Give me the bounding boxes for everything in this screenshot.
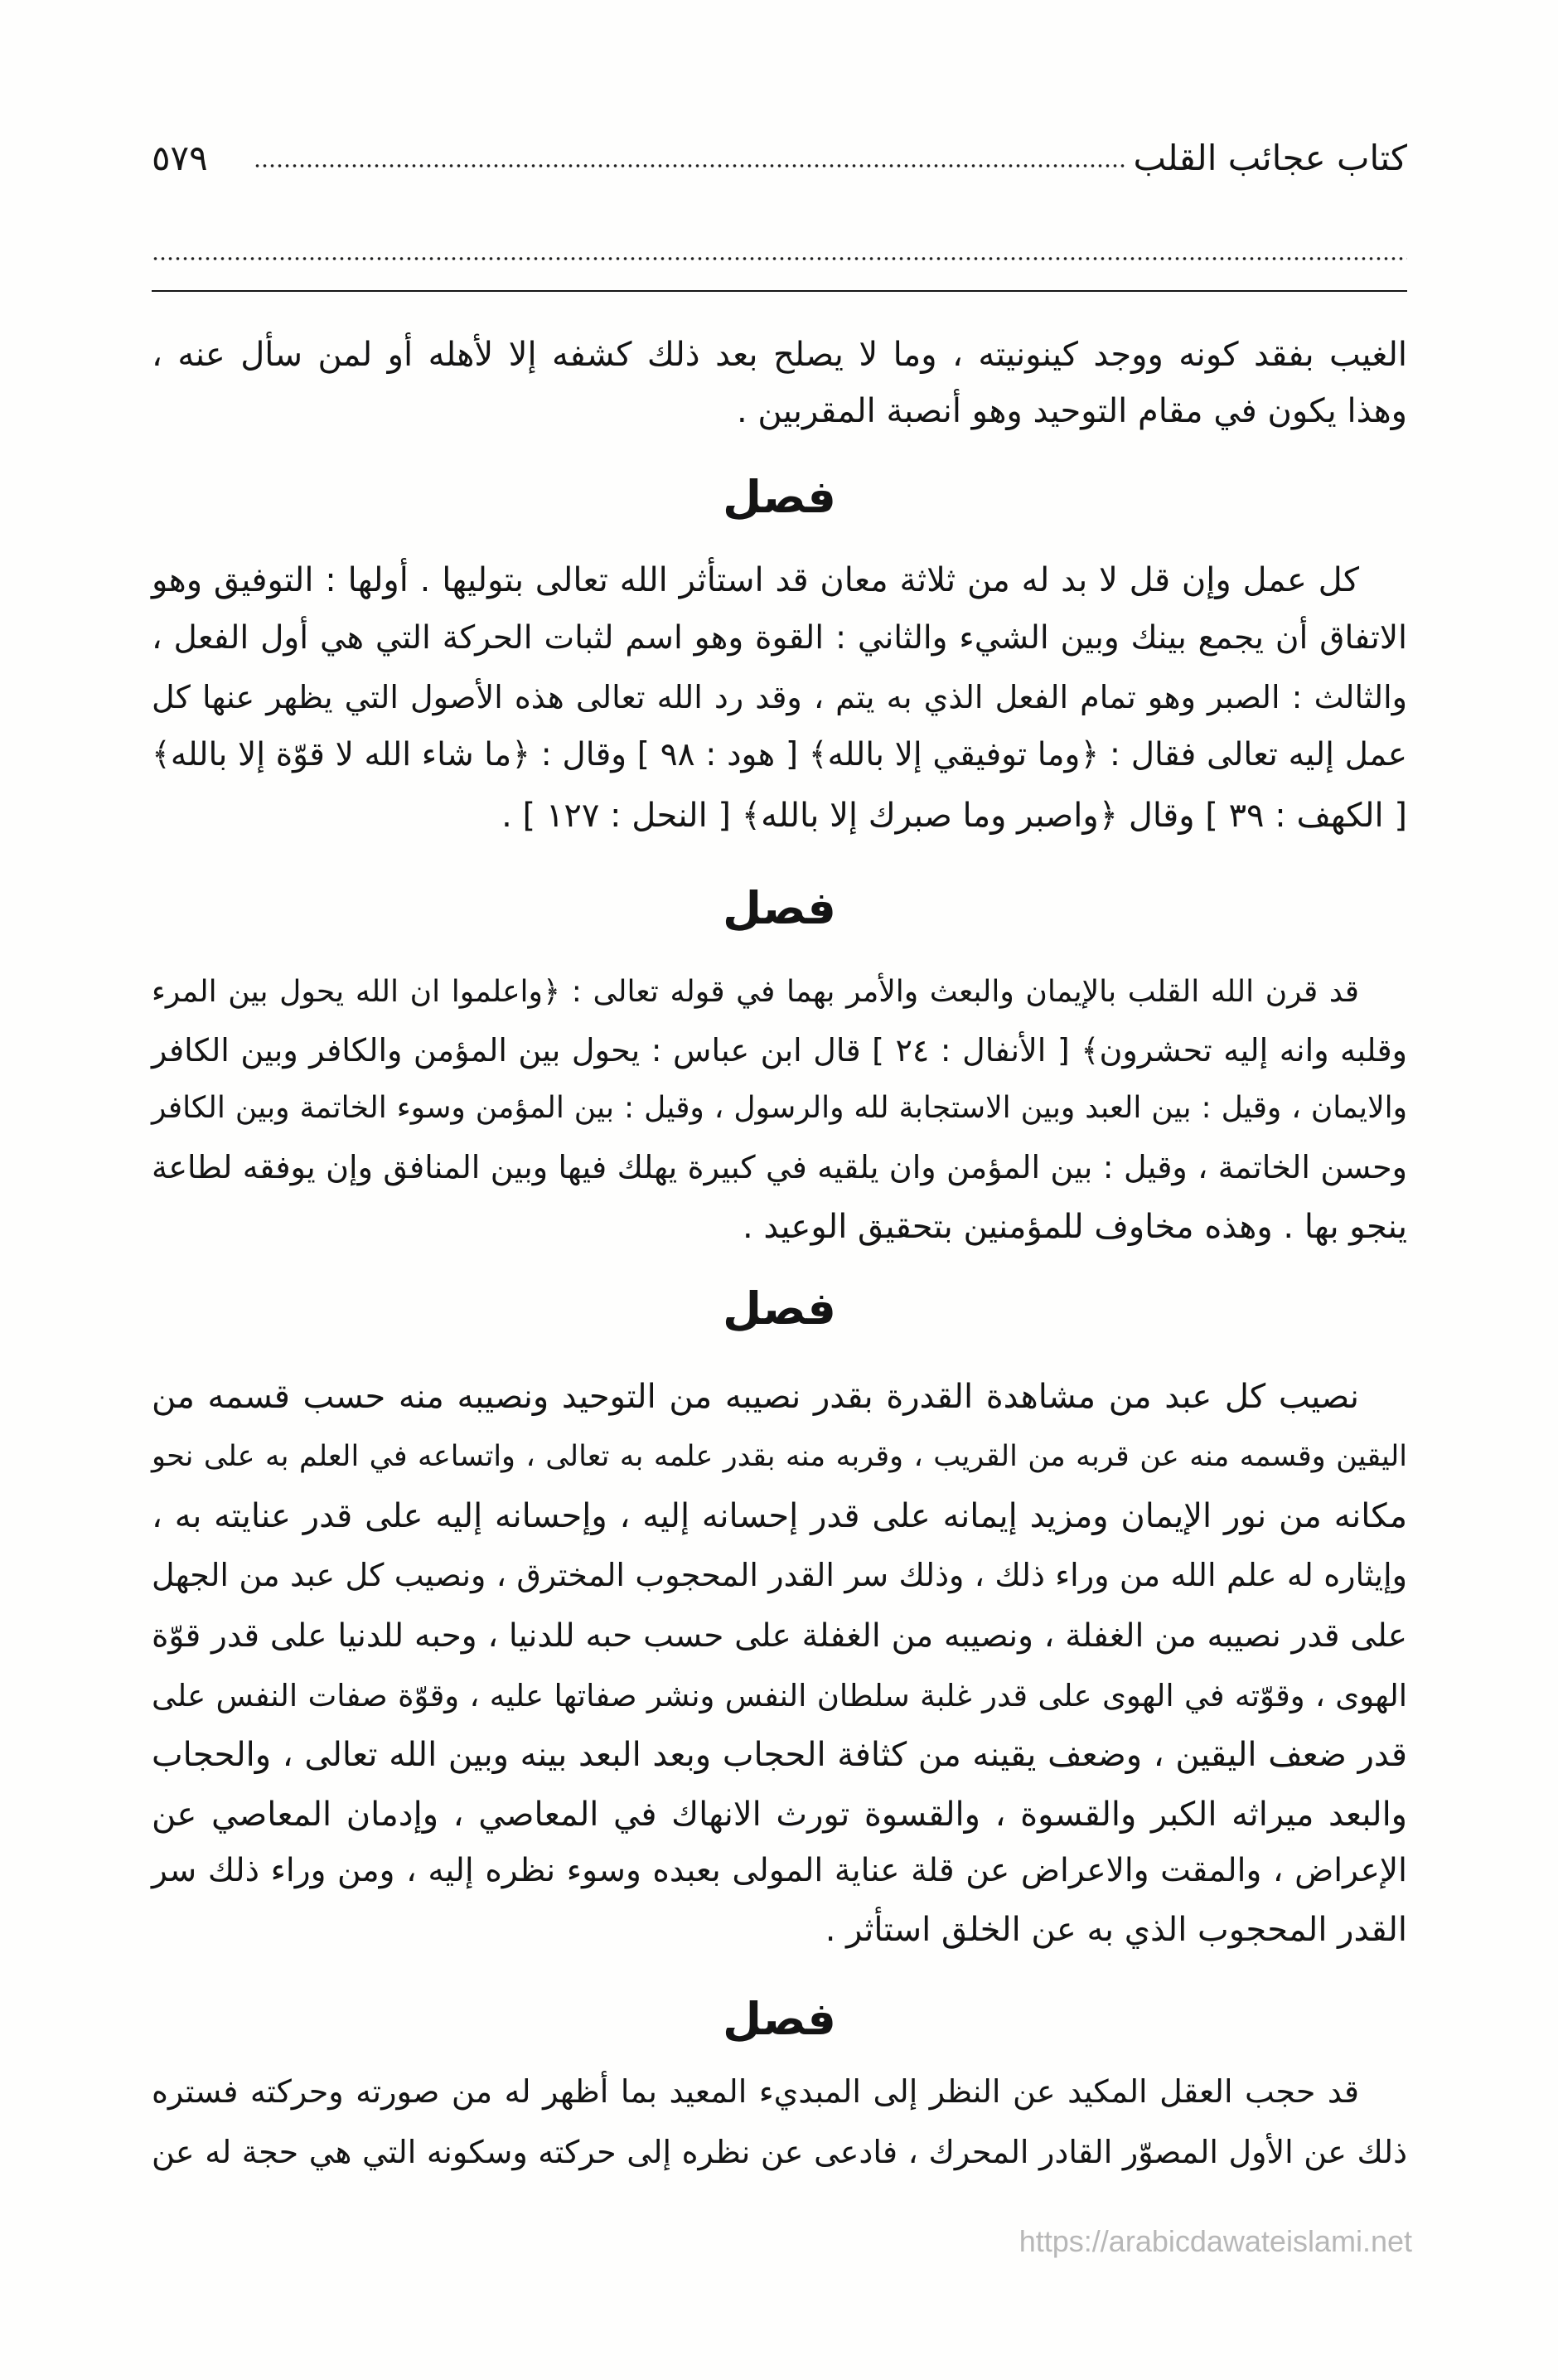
running-title: كتاب عجائب القلب (1133, 138, 1407, 178)
paragraph-line: الاتفاق أن يجمع بينك وبين الشيء والثاني : القوة وهو اسم لثبات الحركة التي هي أول الفعل ، (152, 619, 1407, 657)
paragraph-line: الغيب بفقد كونه ووجد كينونيته ، وما لا يصلح بعد ذلك كشفه إلا لأهله أو لمن سأل عنه ، (152, 336, 1407, 374)
paragraph-line: والثالث : الصبر وهو تمام الفعل الذي به يتم ، وقد رد الله تعالى هذه الأصول التي يظهر عنها كل (152, 679, 1407, 715)
paragraph-line: ذلك عن الأول المصوّر القادر المحرك ، فادعى عن نظره إلى حركته وسكونه التي هي حجة له عن (152, 2134, 1407, 2170)
paragraph-line: على قدر نصيبه من الغفلة ، ونصيبه من الغفلة على حسب حبه للدنيا ، وحبه للدنيا على قدر قوّة (152, 1617, 1407, 1655)
section-heading: فصل (723, 1282, 836, 1335)
paragraph-line: اليقين وقسمه منه عن قربه من القريب ، وقربه منه بقدر علمه به تعالى ، واتساعه في العلم به على نحو (152, 1440, 1407, 1473)
watermark-url: https://arabicdawateislami.net (1019, 2224, 1412, 2258)
paragraph-line: والايمان ، وقيل : بين العبد وبين الاستجابة لله والرسول ، وقيل : بين المؤمن وسوء الخاتمة وبين الكافر (152, 1091, 1407, 1125)
paragraph-line: قدر ضعف اليقين ، وضعف يقينه من كثافة الحجاب وبعد البعد بينه وبين الله تعالى ، والحجاب (152, 1736, 1407, 1774)
dotted-divider (152, 256, 1407, 261)
section-heading: فصل (723, 882, 836, 934)
header-dot-leader (254, 163, 1125, 168)
paragraph-line: [ الكهف : ٣٩ ] وقال ﴿واصبر وما صبرك إلا بالله﴾ [ النحل : ١٢٧ ] . (501, 797, 1407, 835)
paragraph-line: الهوى ، وقوّته في الهوى على قدر غلبة سلطان النفس ونشر صفاتها عليه ، وقوّة صفات النفس على (152, 1678, 1407, 1714)
paragraph-line: وهذا يكون في مقام التوحيد وهو أنصبة المقربين . (736, 392, 1407, 430)
paragraph-line: كل عمل وإن قل لا بد له من ثلاثة معان قد استأثر الله تعالى بتوليها . أولها : التوفيق وهو (152, 561, 1359, 599)
paragraph-line: وحسن الخاتمة ، وقيل : بين المؤمن وان يلقيه في كبيرة يهلك فيها وبين المنافق وإن يوفقه لطاعة (152, 1149, 1407, 1185)
section-heading: فصل (723, 471, 836, 523)
paragraph-line: الإعراض ، والمقت والاعراض عن قلة عناية المولى بعبده وسوء نظره إليه ، ومن وراء ذلك سر (152, 1852, 1407, 1889)
paragraph-line: نصيب كل عبد من مشاهدة القدرة بقدر نصيبه من التوحيد ونصيبه منه حسب قسمه من (152, 1378, 1359, 1416)
paragraph-line: ينجو بها . وهذه مخاوف للمؤمنين بتحقيق الوعيد . (743, 1208, 1407, 1246)
header-rule (152, 290, 1407, 292)
paragraph-line: مكانه من نور الإيمان ومزيد إيمانه على قدر إحسانه إليه ، وإحسانه إليه على قدر عنايته به ، (152, 1497, 1407, 1535)
page-number: ٥٧٩ (152, 138, 208, 178)
paragraph-line: عمل إليه تعالى فقال : ﴿وما توفيقي إلا بالله﴾ [ هود : ٩٨ ] وقال : ﴿ما شاء الله لا قوّة إلا بالله﴾ (152, 736, 1407, 773)
section-heading: فصل (723, 1993, 836, 2045)
paragraph-line: وإيثاره له علم الله من وراء ذلك ، وذلك سر القدر المحجوب المخترق ، ونصيب كل عبد من الجهل (152, 1557, 1407, 1593)
paragraph-line: وقلبه وانه إليه تحشرون﴾ [ الأنفال : ٢٤ ] قال ابن عباس : يحول بين المؤمن والكافر وبين الكافر (152, 1032, 1407, 1069)
paragraph-line: القدر المحجوب الذي به عن الخلق استأثر . (825, 1911, 1407, 1949)
paragraph-line: قد قرن الله القلب بالإيمان والبعث والأمر بهما في قوله تعالى : ﴿واعلموا ان الله يحول بين المرء (152, 975, 1359, 1009)
running-header (152, 133, 1407, 183)
paragraph-line: قد حجب العقل المكيد عن النظر إلى المبديء المعيد بما أظهر له من صورته وحركته فستره (152, 2073, 1359, 2110)
paragraph-line: والبعد ميراثه الكبر والقسوة ، والقسوة تورث الانهاك في المعاصي ، وإدمان المعاصي عن (152, 1796, 1407, 1834)
